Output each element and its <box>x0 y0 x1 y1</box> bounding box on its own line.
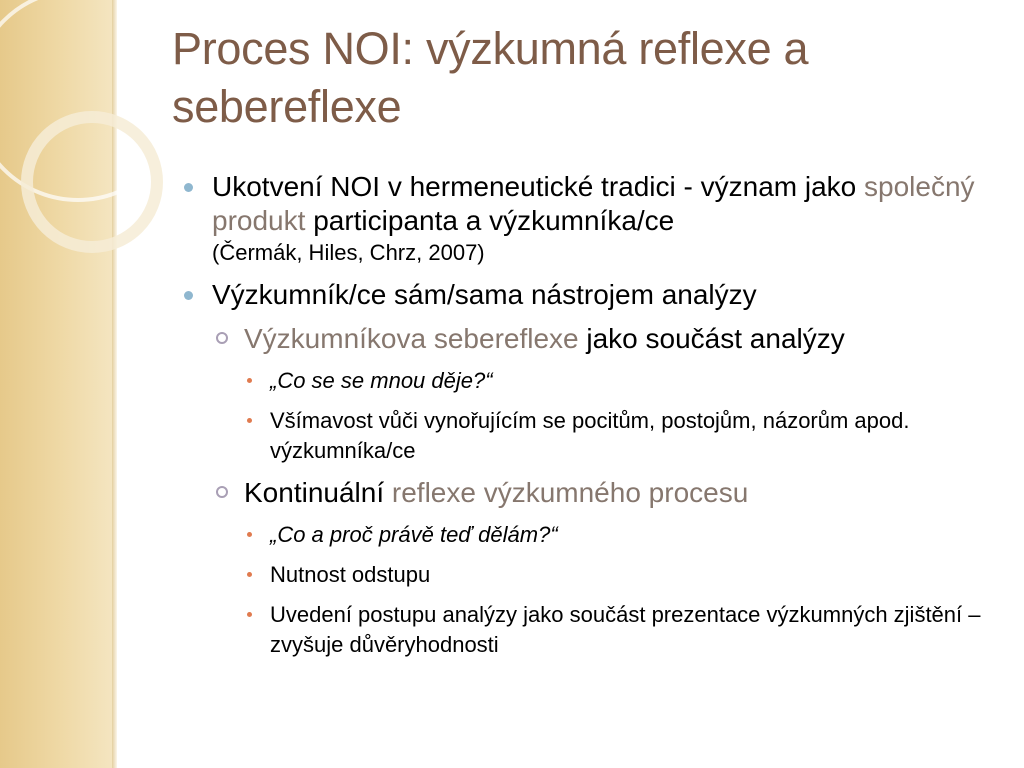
bullet-small-dot-icon <box>247 612 252 617</box>
bullet-text: Kontinuální <box>244 477 385 508</box>
list-item <box>180 366 1010 396</box>
highlighted-phrase: společný produkt <box>212 171 975 236</box>
list-item <box>180 170 1010 268</box>
bullet-text: Nutnost odstupu <box>270 562 431 587</box>
bullet-small-dot-icon <box>247 572 252 577</box>
bullet-small-dot-icon <box>247 378 252 383</box>
bullet-dot-icon <box>184 291 193 300</box>
citation: (Čermák, Hiles, Chrz, 2007) <box>212 240 485 265</box>
bullet-dot-icon <box>184 183 193 192</box>
bullet-list <box>180 170 1010 670</box>
list-item <box>180 560 1010 590</box>
list-item <box>180 600 1010 660</box>
bullet-text: Ukotvení NOI v hermeneutické tradici - význam jako <box>212 171 857 202</box>
bullet-text: „Co a proč právě teď dělám?“ <box>270 522 558 547</box>
list-item <box>180 322 1010 356</box>
highlighted-phrase: reflexe výzkumného procesu <box>391 477 749 508</box>
bullet-ring-icon <box>216 486 228 498</box>
bullet-small-dot-icon <box>247 532 252 537</box>
slide-title: Proces NOI: výzkumná reflexe a sebereflexe <box>172 23 809 132</box>
list-item <box>180 476 1010 510</box>
bullet-text: Výzkumník/ce sám/sama nástrojem analýzy <box>212 279 757 310</box>
bullet-text: „Co se se mnou děje?“ <box>270 368 493 393</box>
list-item <box>180 406 1010 466</box>
bullet-text: Všímavost vůči vynořujícím se pocitům, postojům, názorům apod. výzkumníka/ce <box>270 408 910 463</box>
list-item <box>180 278 1010 312</box>
list-item <box>180 520 1010 550</box>
bullet-small-dot-icon <box>247 418 252 423</box>
bullet-ring-icon <box>216 332 228 344</box>
decorative-circles <box>0 0 200 330</box>
bullet-text: jako součást analýzy <box>586 323 845 354</box>
highlighted-phrase: Výzkumníkova sebereflexe <box>244 323 579 354</box>
bullet-text: participanta a výzkumníka/ce <box>313 205 675 236</box>
bullet-text: Uvedení postupu analýzy jako součást prezentace výzkumných zjištění – zvyšuje důvěryhodnosti <box>270 602 981 657</box>
